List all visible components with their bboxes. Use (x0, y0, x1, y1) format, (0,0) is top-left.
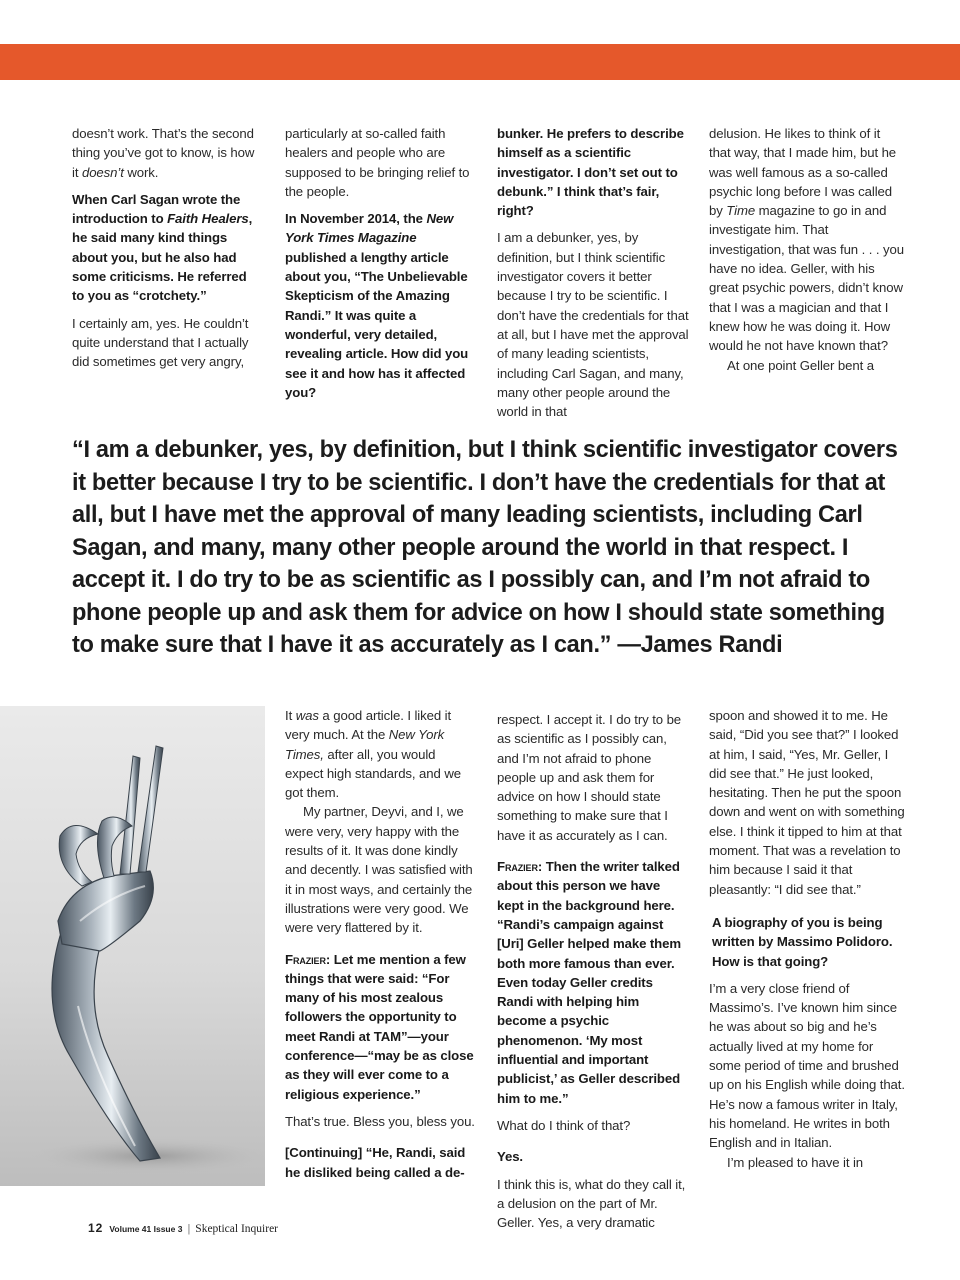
book-title: Faith Healers (167, 211, 249, 227)
interview-question: Yes. (497, 1149, 524, 1165)
volume-issue: Volume 41 Issue 3 (109, 1224, 183, 1234)
answer-paragraph: I’m pleased to have it in (727, 1154, 864, 1170)
speaker-label: Frazier: (285, 951, 331, 967)
interview-question: A biography of you is being written by Massimo Polidoro. How is that going? (712, 914, 893, 969)
text-run: Let me mention a few things that were said: “For many of his most zealous followers the opportunity to meet Randi at TAM”—your conference—“may be as close as they will ever come to a religious experience.” (285, 951, 474, 1102)
speaker-label: Frazier: (497, 859, 543, 875)
answer-paragraph: At one point Geller bent a (727, 357, 874, 373)
column-1-top (72, 124, 262, 380)
text-run: It (285, 708, 296, 723)
answer-paragraph: I think this is, what do they call it, a delusion on the part of Mr. Geller. Yes, a very dramatic (497, 1176, 686, 1231)
answer-paragraph: particularly at so-called faith healers and people who are supposed to be bringing relief to the people. (285, 126, 470, 199)
answer-paragraph (709, 124, 905, 356)
column-2-bottom (285, 706, 477, 1190)
page-footer (88, 1221, 278, 1235)
answer-paragraph (285, 706, 477, 802)
answer-paragraph: What do I think of that? (497, 1117, 631, 1133)
answer-paragraph: spoon and showed it to me. He said, “Did you see that?” I looked at him, I said, “Yes, Mr. Geller, I did see that.” He just looked, hesitating. Then he put the spoon down and went on with something else. I think it tipped to him at that moment. That was a revelation to him because I said it that pleasantly: “I did see that.” (709, 708, 905, 897)
bent-fork-photo (0, 706, 265, 1186)
text-run: doesn’t work. That’s the second thing you’ve got to know, is how it (72, 126, 255, 180)
fork-illustration (0, 706, 265, 1186)
column-3-top (497, 124, 689, 429)
text-run: a good article. I liked it very much. At the (285, 708, 452, 743)
answer-paragraph: respect. I accept it. I do try to be as scientific as I possibly can, and I’m not afraid to phone people up and ask them for advice on how I should state something to make sure that I have it as accurately as I can. (497, 712, 682, 843)
publication-title: New York Times, (285, 727, 445, 762)
text-run: published a lengthy article about you, “The Unbelievable Skepticism of the Amazing Randi.” It was quite a wonderful, very detailed, revealing article. How did you see it and how has it affected you? (285, 249, 469, 400)
interview-question (285, 209, 477, 402)
answer-paragraph (72, 124, 262, 182)
answer-paragraph: I am a debunker, yes, by definition, but I think scientific investigator covers it better because I try to be scientific. I don’t have the credentials for that at all, but I have met the approval of many leading scientists, including Carl Sagan, and many, many other people around the world in that (497, 230, 689, 420)
interview-question (72, 190, 262, 306)
answer-paragraph: I certainly am, yes. He couldn’t quite understand that I actually did sometimes get very angry, (72, 315, 249, 370)
interview-question (285, 950, 477, 1104)
text-run: magazine to go in and investigate him. That investigation, that was fun . . . you have no idea. Geller, with his great psychic powers, didn’t know that I was a magician and that I knew how he was doing it. How would he not have known that? (709, 203, 904, 354)
top-color-bar (0, 44, 960, 80)
text-run: When Carl Sagan wrote the introduction to (72, 191, 241, 227)
column-3-bottom (497, 710, 689, 1240)
footer-separator: | (187, 1223, 191, 1235)
page-number: 12 (88, 1221, 104, 1235)
column-4-bottom (709, 706, 905, 1172)
text-run: Then the writer talked about this person we have kept in the background here. “Randi’s campaign against [Uri] Geller helped make them both more famous than ever. Even today Geller credits Randi with helping him become a psychic phenomenon. ‘My most influential and important publicist,’ as Geller described him to me.” (497, 859, 681, 1106)
text-run: work. (123, 164, 159, 180)
publication-title: Time (726, 203, 756, 219)
interview-question (497, 857, 689, 1108)
emphasis: doesn’t (81, 164, 124, 180)
publication-title: New York Times Magazine (285, 211, 454, 246)
magazine-name: Skeptical Inquirer (195, 1223, 279, 1235)
column-4-top (709, 124, 905, 375)
emphasis: was (295, 708, 319, 723)
text-run: In November 2014, the (285, 211, 427, 227)
pull-quote: “I am a debunker, yes, by definition, but I think scientific investigator covers it better because I try to be scientific. I don’t have the credentials for that at all, but I have met the approval of many leading scientists, including Carl Sagan, and many, many other people around the world in that respect. I accept it. I do try to be as scientific as I possibly can, and I’m not afraid to phone people up and ask them for advice on how I should state something to make sure that I have it as accurately as I can.” —James Randi (72, 437, 898, 658)
text-run: delusion. He likes to think of it that way, that I made him, but he was well famous as a so-called psychic long before I was called by (709, 126, 897, 219)
text-run: after all, you would expect high standards, and we got them. (285, 746, 461, 801)
column-2-top (285, 124, 477, 410)
answer-paragraph: That’s true. Bless you, bless you. (285, 1113, 475, 1129)
text-run: , he said many kind things about you, but he also had some criticisms. He referred to you as “crotchety.” (72, 211, 253, 304)
interview-question: [Continuing] “He, Randi, said he disliked being called a de- (285, 1145, 466, 1180)
interview-question: bunker. He prefers to describe himself as a scientific investigator. I don’t set out to debunk.” I think that’s fair, right? (497, 126, 684, 219)
answer-paragraph: I’m a very close friend of Massimo’s. I’ve known him since he was about so big and he’s actually lived at my home for some period of time and brushed up on his English while doing that. He’s now a famous writer in Italy, his homeland. He writes in both English and in Italian. (709, 980, 905, 1151)
answer-paragraph: My partner, Deyvi, and I, we were very, very happy with the results of it. It was done kindly and decently. I was satisfied with it in most ways, and certainly the illustrations were very good. We were very flattered by it. (285, 804, 473, 936)
